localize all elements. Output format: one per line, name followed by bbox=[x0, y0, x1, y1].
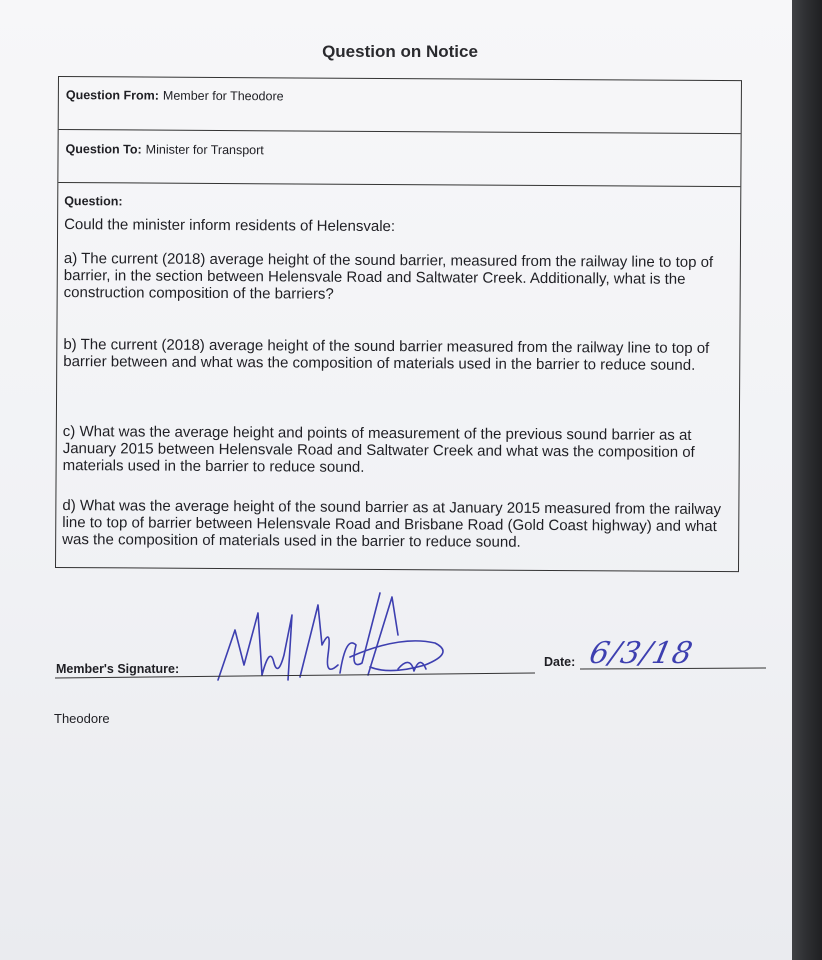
question-to-label: Question To: bbox=[65, 142, 142, 157]
question-form-table bbox=[55, 76, 742, 572]
question-from-label: Question From: bbox=[65, 88, 159, 103]
electorate-name: Theodore bbox=[54, 711, 110, 726]
page-title: Question on Notice bbox=[322, 42, 478, 61]
question-intro: Could the minister inform residents of Helensvale: bbox=[64, 216, 396, 236]
date-label: Date: bbox=[544, 655, 576, 669]
question-label: Question: bbox=[64, 194, 123, 209]
handwritten-signature bbox=[200, 585, 480, 695]
question-part-d: d) What was the average height of the sound barrier as at January 2015 measured from the railway line to top of barrier between Helensvale Road and Brisbane Road (Gold Coast highway) and what was the composition of materials used in the barrier to reduce sound. bbox=[62, 497, 722, 551]
question-part-a: a) The current (2018) average height of the sound barrier, measured from the railway line to top of barrier, in the section between Helensvale Road and Saltwater Creek. Additionally, what is the construction composition of the barriers? bbox=[63, 250, 714, 303]
question-to-value: Minister for Transport bbox=[145, 142, 264, 158]
question-from-value: Member for Theodore bbox=[162, 88, 284, 104]
question-part-c: c) What was the average height and points of measurement of the previous sound barrier as at January 2015 between Helensvale Road and Saltwater Creek and what was the composition of materials used in the barrier to reduce sound. bbox=[62, 423, 695, 476]
question-part-b: b) The current (2018) average height of the sound barrier measured from the railway line to top of barrier between and what was the composition of materials used in the barrier to reduce sound. bbox=[63, 336, 710, 374]
date-value: 6/3/18 bbox=[586, 636, 697, 671]
signature-label: Member's Signature: bbox=[56, 662, 180, 676]
question-from-row bbox=[59, 77, 741, 134]
question-to-row bbox=[58, 130, 740, 187]
